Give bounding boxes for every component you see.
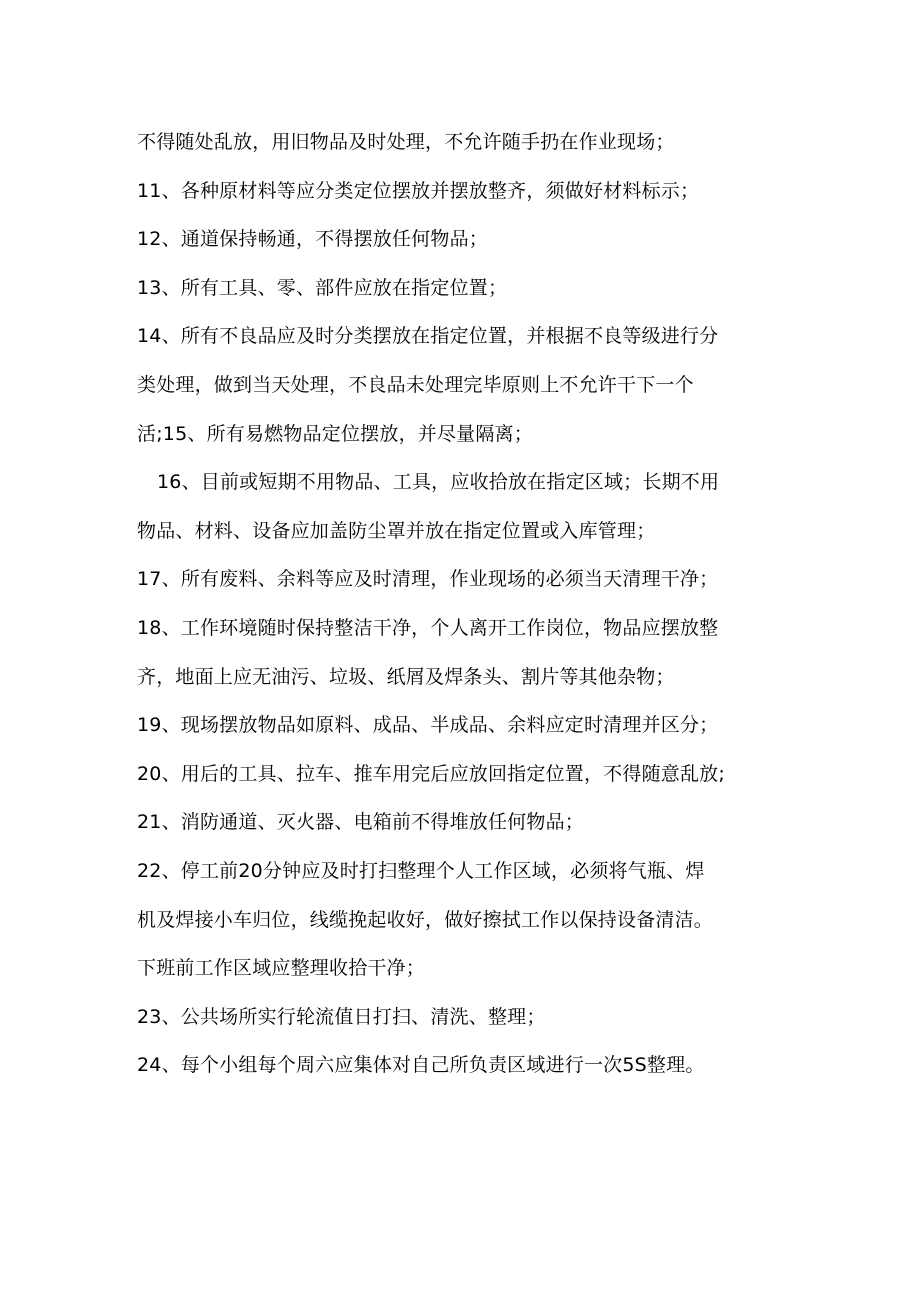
text-line: 下班前工作区域应整理收拾干净； bbox=[137, 957, 426, 980]
text-line: 18、工作环境随时保持整洁干净，个人离开工作岗位，物品应摆放整 bbox=[137, 616, 719, 639]
document-body bbox=[137, 118, 817, 1090]
text-line: 齐，地面上应无油污、垃圾、纸屑及焊条头、割片等其他杂物； bbox=[137, 665, 675, 688]
text-line: 物品、材料、设备应加盖防尘罩并放在指定位置或入库管理； bbox=[137, 519, 656, 542]
text-line: 13、所有工具、零、部件应放在指定位置； bbox=[137, 276, 508, 299]
text-line: 19、现场摆放物品如原料、成品、半成品、余料应定时清理并区分； bbox=[137, 714, 719, 737]
text-line: 11、各种原材料等应分类定位摆放并摆放整齐，须做好材料标示； bbox=[137, 179, 700, 202]
text-line: 17、所有废料、余料等应及时清理，作业现场的必须当天清理干净； bbox=[137, 568, 719, 591]
text-line: 不得随处乱放，用旧物品及时处理，不允许随手扔在作业现场； bbox=[137, 131, 675, 153]
text-line: 12、通道保持畅通，不得摆放任何物品； bbox=[137, 228, 488, 251]
text-line: 类处理，做到当天处理，不良品未处理完毕原则上不允许干下一个 bbox=[137, 373, 694, 396]
text-line: 14、所有不良品应及时分类摆放在指定位置，并根据不良等级进行分 bbox=[137, 325, 719, 348]
text-line: 16、目前或短期不用物品、工具，应收拾放在指定区域；长期不用 bbox=[157, 471, 720, 494]
text-line: 24、每个小组每个周六应集体对自己所负责区域进行一次5S整理。 bbox=[137, 1054, 705, 1077]
text-line: 20、用后的工具、拉车、推车用完后应放回指定位置，不得随意乱放; bbox=[137, 762, 725, 785]
text-line: 22、停工前20分钟应及时打扫整理个人工作区域，必须将气瓶、焊 bbox=[137, 859, 705, 882]
text-line: 23、公共场所实行轮流值日打扫、清洗、整理； bbox=[137, 1005, 546, 1028]
text-line: 活;15、所有易燃物品定位摆放，并尽量隔离； bbox=[137, 422, 533, 445]
text-line: 21、消防通道、灭火器、电箱前不得堆放任何物品； bbox=[137, 811, 584, 834]
text-line: 机及焊接小车归位，线缆挽起收好，做好擦拭工作以保持设备清洁。 bbox=[137, 908, 714, 931]
